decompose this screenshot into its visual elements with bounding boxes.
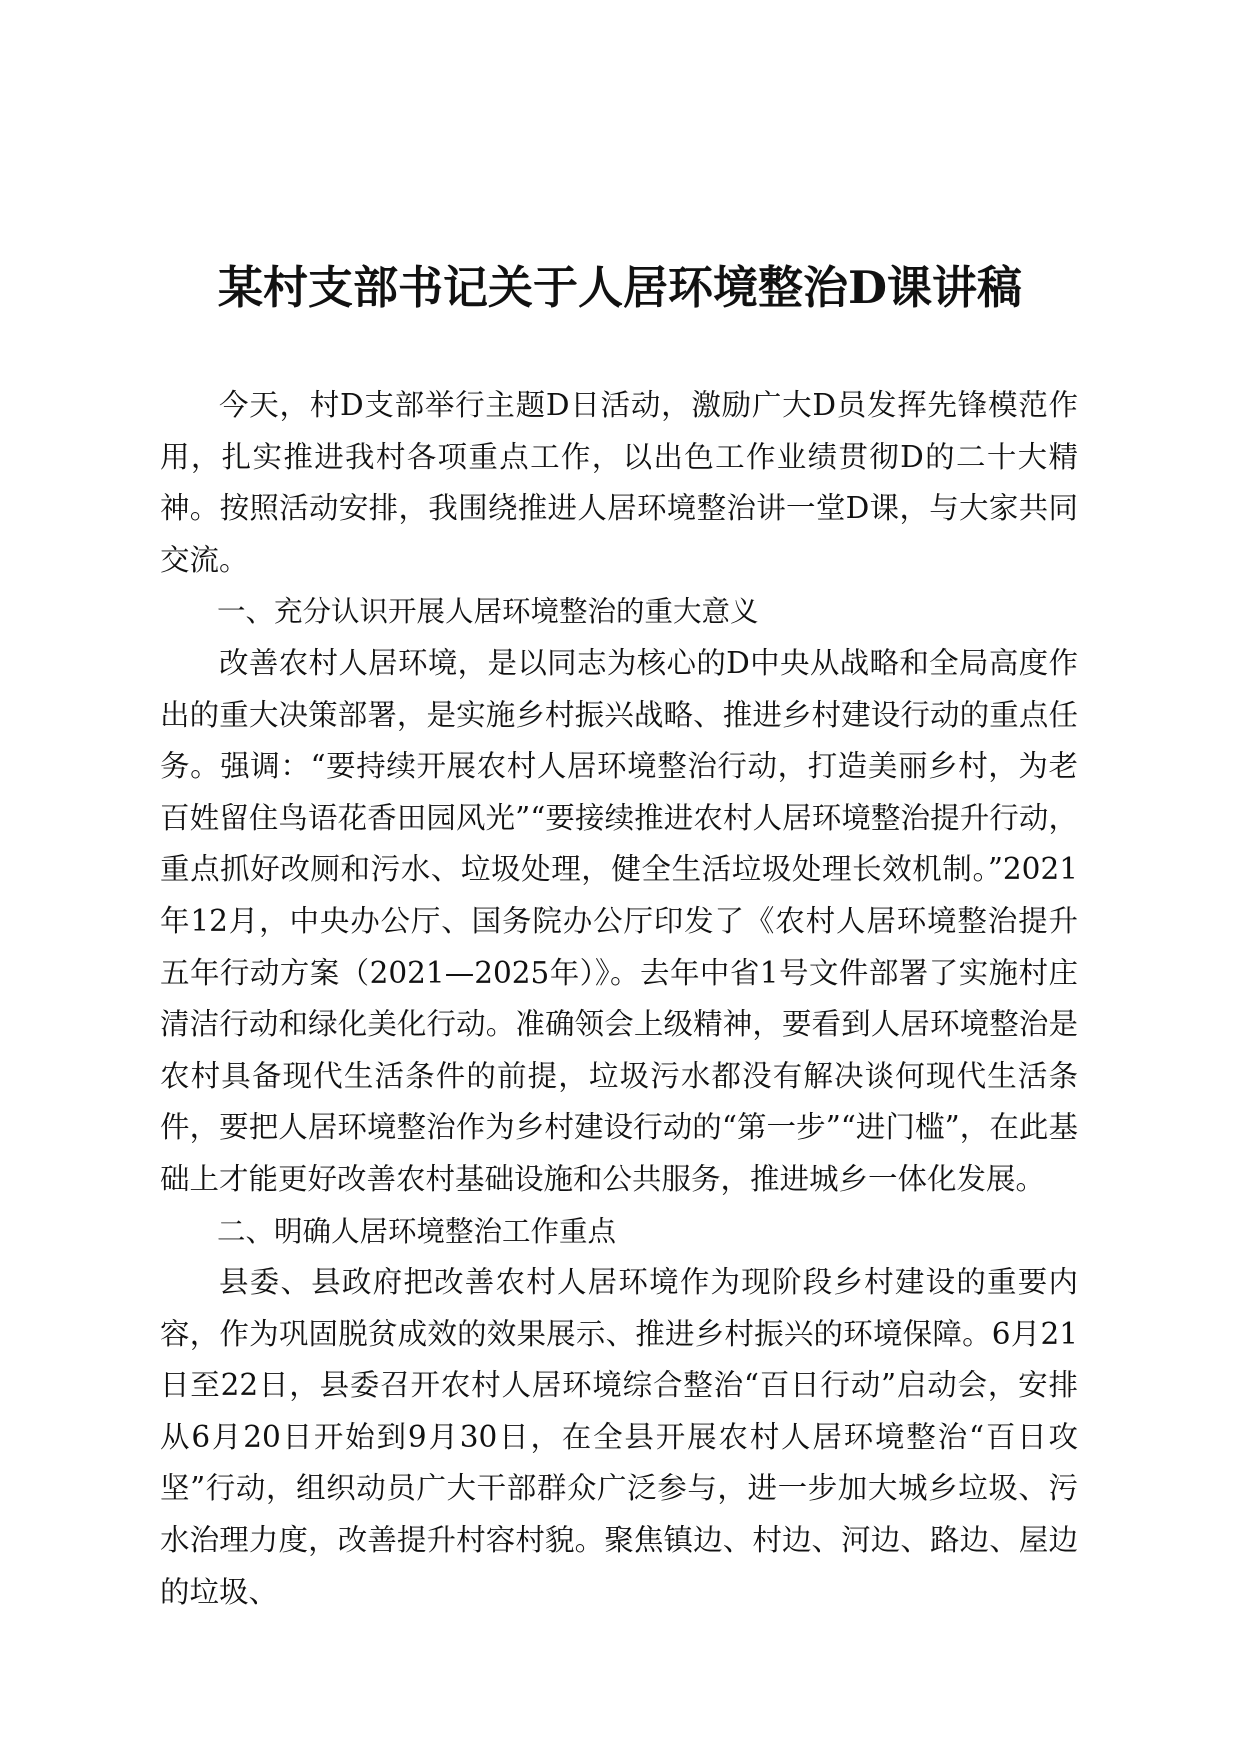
document-body xyxy=(160,380,1078,1618)
document-title: 某村支部书记关于人居环境整治D课讲稿 xyxy=(217,261,1023,314)
section-2-heading: 二、明确人居环境整治工作重点 xyxy=(217,1214,617,1248)
intro-paragraph: 今天，村D支部举行主题D日活动，激励广大D员发挥先锋模范作用，扎实推进我村各项重点工作，以出色工作业绩贯彻D的二十大精神。按照活动安排，我围绕推进人居环境整治讲一堂D课，与大家共同交流。 xyxy=(160,388,1078,577)
section-2-paragraph: 县委、县政府把改善农村人居环境作为现阶段乡村建设的重要内容，作为巩固脱贫成效的效果展示、推进乡村振兴的环境保障。6月21日至22日，县委召开农村人居环境综合整治“百日行动”启动会，安排从6月20日开始到9月30日，在全县开展农村人居环境整治“百日攻坚”行动，组织动员广大干部群众广泛参与，进一步加大城乡垃圾、污水治理力度，改善提升村容村貌。聚焦镇边、村边、河边、路边、屋边的垃圾、 xyxy=(160,1265,1078,1609)
section-1-paragraph: 改善农村人居环境，是以同志为核心的D中央从战略和全局高度作出的重大决策部署，是实施乡村振兴战略、推进乡村建设行动的重点任务。强调：“要持续开展农村人居环境整治行动，打造美丽乡村，为老百姓留住鸟语花香田园风光”“要接续推进农村人居环境整治提升行动，重点抓好改厕和污水、垃圾处理，健全生活垃圾处理长效机制。”2021年12月，中央办公厅、国务院办公厅印发了《农村人居环境整治提升五年行动方案（2021—2025年）》。去年中省1号文件部署了实施村庄清洁行动和绿化美化行动。准确领会上级精神，要看到人居环境整治是农村具备现代生活条件的前提，垃圾污水都没有解决谈何现代生活条件，要把人居环境整治作为乡村建设行动的“第一步”“进门槛”，在此基础上才能更好改善农村基础设施和公共服务，推进城乡一体化发展。 xyxy=(160,645,1078,1196)
section-1-heading: 一、充分认识开展人居环境整治的重大意义 xyxy=(217,595,759,629)
